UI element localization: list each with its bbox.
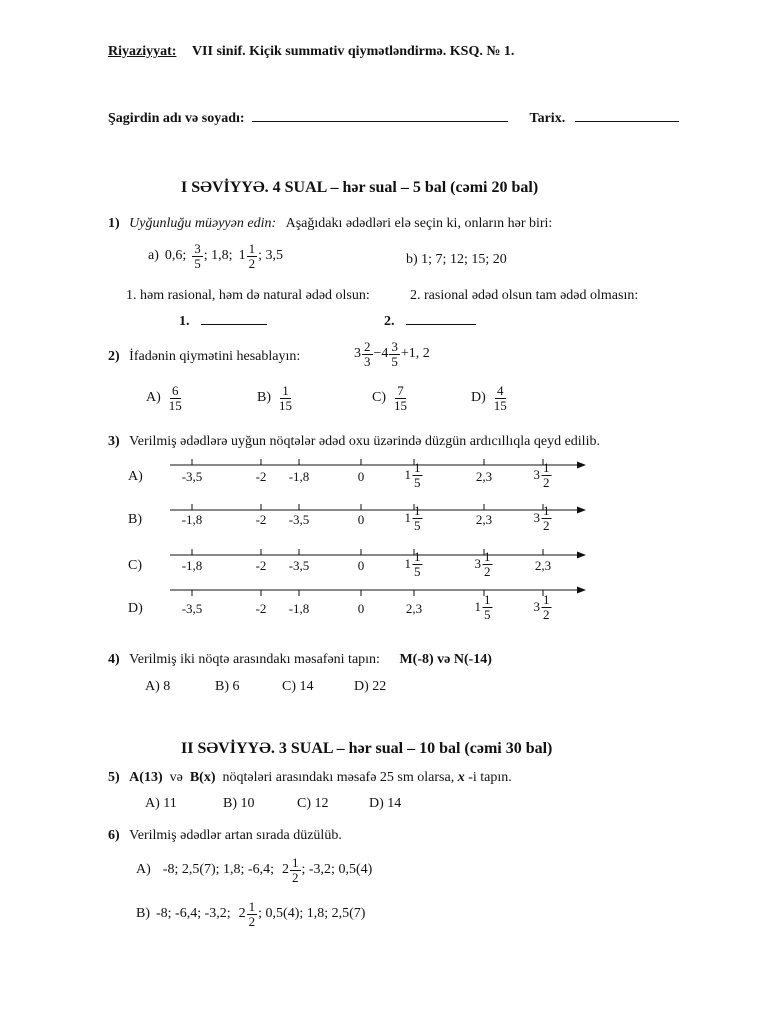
number-line-value: -3,5 (181, 601, 203, 616)
number-line-value: -1,8 (181, 512, 203, 527)
q1-a-part3: ; 3,5 (258, 248, 283, 264)
number-line-arrow (577, 507, 586, 514)
number-line-value: 2,3 (534, 558, 552, 573)
q1-a-mixed: 1 $\frac{1}{2}$ (238, 241, 256, 271)
q1-a-part1: 0,6; (164, 248, 187, 264)
q2-option-d[interactable]: D) $\frac{4}{15}$ (471, 383, 507, 413)
number-line-arrow (577, 552, 586, 559)
q2-option-b[interactable]: B) $\frac{1}{15}$ (257, 383, 292, 413)
q2-option-c[interactable]: C) $\frac{7}{15}$ (372, 383, 407, 413)
q1-set-b: b) 1; 7; 12; 15; 20 (406, 252, 507, 267)
q1-a-part2: ; 1,8; (203, 248, 233, 264)
number-line-value: 0 (357, 601, 365, 616)
q1-text: Aşağıdakı ədədləri elə seçin ki, onların hər biri: (285, 216, 553, 231)
q6-option-a[interactable]: A) -8; 2,5(7); 1,8; -6,4; 2 $\frac{1}{2}$ ; -3,2; 0,5(4) (136, 855, 373, 885)
number-line-value: 0 (357, 512, 365, 527)
number-line-value: 2,3 (475, 512, 493, 527)
number-line-value: 1 $\frac{1}{5}$ (474, 592, 491, 622)
question-4 (108, 652, 492, 668)
q5-point-b: B(x) (189, 770, 216, 785)
q3-option-label[interactable]: B) (128, 512, 142, 527)
q1-condition-2: 2. rasional ədəd olsun tam ədəd olmasın: (410, 288, 639, 303)
number-line-value: 2,3 (405, 601, 423, 616)
subject-label: Riyaziyyat: (108, 44, 177, 59)
number-line-value: -2 (255, 558, 267, 573)
number-line-value: 1 $\frac{1}{5}$ (404, 549, 421, 579)
q1-answer-2: 2. (384, 314, 476, 330)
q4-points: M(-8) və N(-14) (399, 652, 492, 667)
q6-option-b[interactable]: B) -8; -6,4; -3,2; 2 $\frac{1}{2}$ ; 0,5(4); 1,8; 2,5(7) (136, 899, 366, 929)
q3-option-label[interactable]: A) (128, 469, 143, 484)
number-line-value: -2 (255, 469, 267, 484)
number-line-value: -3,5 (288, 512, 310, 527)
q5-option-a[interactable]: A) 11 (145, 796, 177, 811)
number-line-value: -2 (255, 601, 267, 616)
number-line-value: 1 $\frac{1}{5}$ (404, 460, 421, 490)
number-line-value: 1 $\frac{1}{5}$ (404, 503, 421, 533)
number-line-value: 0 (357, 469, 365, 484)
q2-text: İfadənin qiymətini hesablayın: (129, 349, 301, 364)
q6-text: Verilmiş ədədlər artan sırada düzülüb. (129, 828, 342, 843)
date-label: Tarix. (529, 111, 566, 126)
worksheet-title: VII sinif. Kiçik summativ qiymətləndirmə. KSQ. № 1. (191, 44, 515, 59)
q3-option-label[interactable]: C) (128, 558, 142, 573)
number-line-value: 3 $\frac{1}{2}$ (533, 592, 550, 622)
number-line-value: -3,5 (181, 469, 203, 484)
q5-point-a: A(13) (129, 770, 163, 785)
q3-option-label[interactable]: D) (128, 601, 143, 616)
q5-option-d[interactable]: D) 14 (369, 796, 402, 811)
number-line-value: -3,5 (288, 558, 310, 573)
q1-condition-1: 1. həm rasional, həm də natural ədəd olsun: (126, 288, 370, 303)
question-6 (108, 828, 342, 844)
q4-option-d[interactable]: D) 22 (354, 679, 387, 694)
number-line-value: -1,8 (288, 469, 310, 484)
number-line-value: -1,8 (181, 558, 203, 573)
number-line-value: 2,3 (475, 469, 493, 484)
question-5: 5) A(13) və B(x) nöqtələri arasındakı məsafə 25 sm olarsa, x -i tapın. (108, 770, 512, 785)
q1-a-fraction: $\frac{3}{5}$ (194, 241, 201, 271)
student-name-label: Şagirdin adı və soyadı: (108, 111, 245, 126)
number-line-arrow (577, 462, 586, 469)
number-line-value: 3 $\frac{1}{2}$ (533, 460, 550, 490)
section-2-heading: II SƏVİYYƏ. 3 SUAL – hər sual – 10 bal (cəmi 30 bal) (181, 740, 553, 757)
q5-number: 5) (108, 770, 120, 785)
q2-option-a[interactable]: A) $\frac{6}{15}$ (146, 383, 182, 413)
q3-text: Verilmiş ədədlərə uyğun nöqtələr ədəd oxu üzərində düzgün ardıcıllıqla qeyd edilib. (129, 434, 600, 449)
q3-number: 3) (108, 434, 120, 449)
q4-option-a[interactable]: A) 8 (145, 679, 171, 694)
number-line-value: -1,8 (288, 601, 310, 616)
q1-answer-1: 1. (179, 314, 267, 330)
number-line-value: 0 (357, 558, 365, 573)
q2-expression: 3 $\frac{2}{3}$ −4 $\frac{3}{5}$ +1, 2 (354, 339, 430, 369)
number-line-value: 3 $\frac{1}{2}$ (533, 503, 550, 533)
q1-a-label: a) (148, 248, 159, 264)
section-1-heading: I SƏVİYYƏ. 4 SUAL – hər sual – 5 bal (cəmi 20 bal) (181, 179, 539, 196)
q4-option-b[interactable]: B) 6 (215, 679, 240, 694)
q4-option-c[interactable]: C) 14 (282, 679, 314, 694)
q5-option-c[interactable]: C) 12 (297, 796, 329, 811)
q4-number: 4) (108, 652, 120, 667)
q5-option-b[interactable]: B) 10 (223, 796, 255, 811)
q4-text: Verilmiş iki nöqtə arasındakı məsafəni tapın: (129, 652, 380, 667)
number-line-arrow (577, 587, 586, 594)
q6-number: 6) (108, 828, 120, 843)
q1-lead: Uyğunluğu müəyyən edin: (129, 216, 277, 231)
number-line-value: 3 $\frac{1}{2}$ (474, 549, 491, 579)
number-line-value: -2 (255, 512, 267, 527)
q1-number: 1) (108, 216, 120, 231)
q2-number: 2) (108, 349, 120, 364)
